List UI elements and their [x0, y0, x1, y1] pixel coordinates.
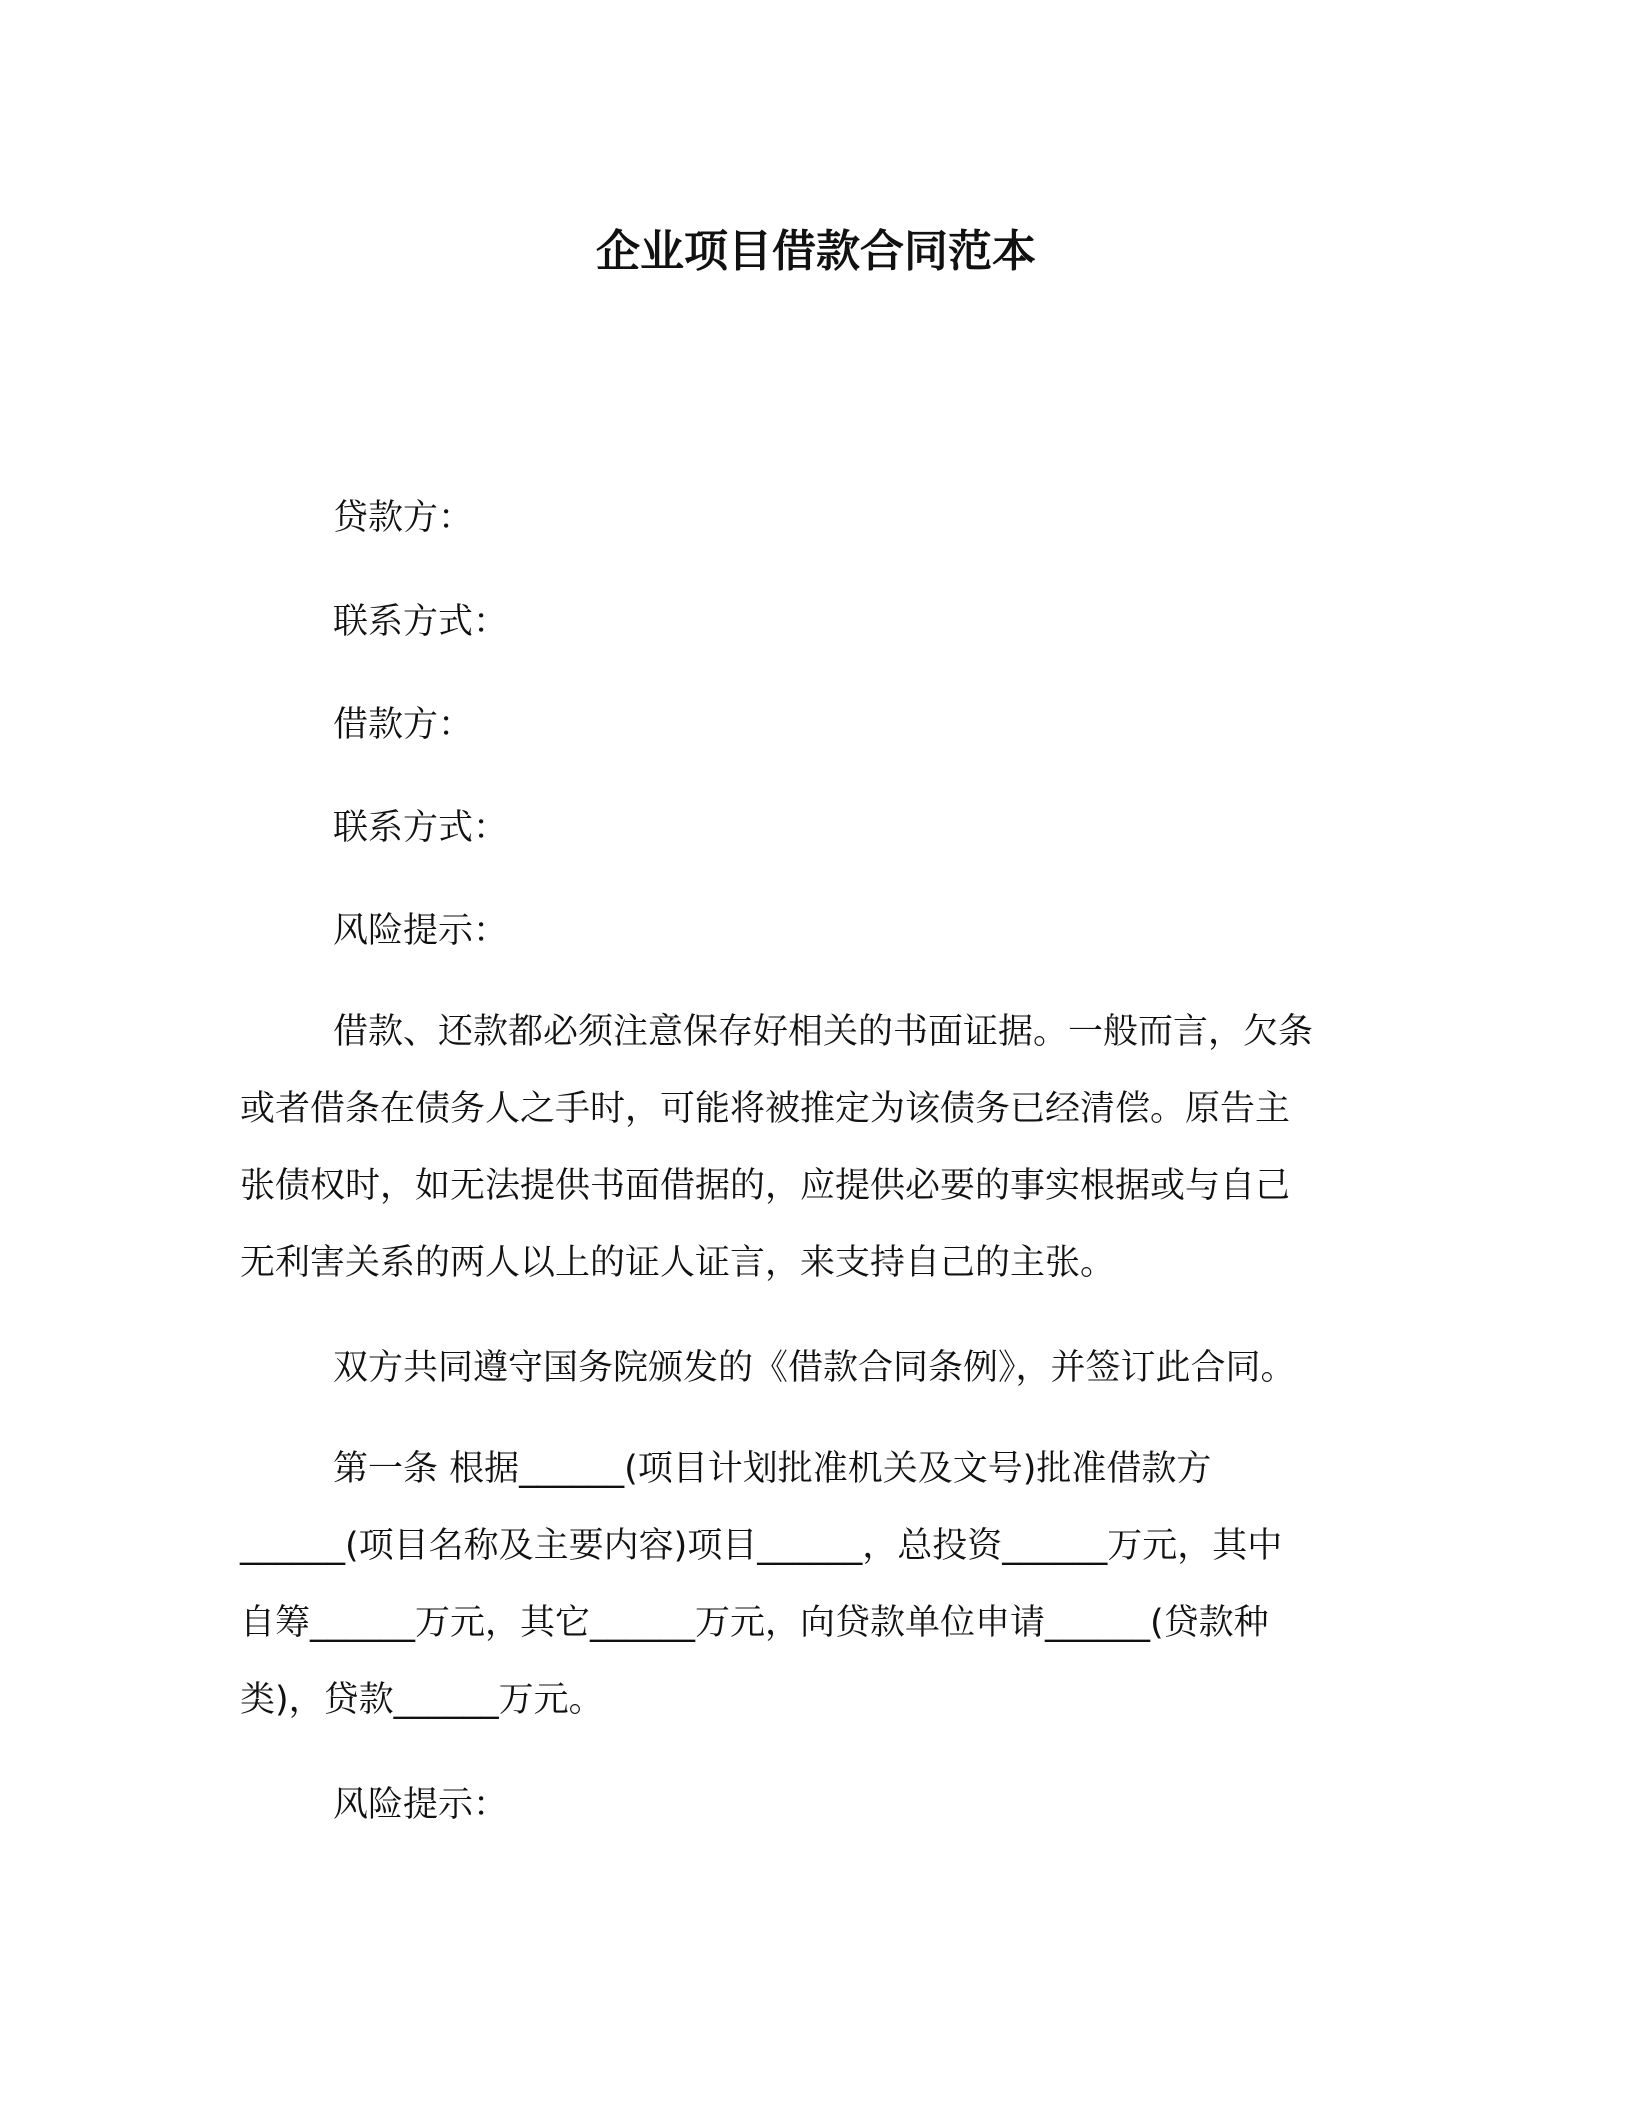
paragraph-line: 自筹______万元，其它______万元，向贷款单位申请______(贷款种 [240, 1603, 1269, 1643]
article-1-paragraph [240, 1431, 1380, 1739]
paragraph-line: 第一条 根据______(项目计划批准机关及文号)批准借款方 [333, 1449, 1212, 1489]
lender-field-label: 贷款方： [333, 498, 474, 538]
paragraph-line: 类)，贷款______万元。 [240, 1680, 604, 1720]
paragraph-line: 张债权时，如无法提供书面借据的，应提供必要的事实根据或与自己 [240, 1166, 1291, 1206]
document-title: 企业项目借款合同范本 [596, 226, 1036, 277]
borrower-contact-label: 联系方式： [333, 808, 509, 848]
borrower-field-label: 借款方： [333, 705, 474, 745]
paragraph-line: 借款、还款都必须注意保存好相关的书面证据。一般而言，欠条 [333, 1012, 1314, 1052]
risk-tip-heading-2: 风险提示： [333, 1785, 509, 1825]
lender-contact-label: 联系方式： [333, 602, 509, 642]
paragraph-line: ______(项目名称及主要内容)项目______，总投资______万元，其中 [240, 1526, 1283, 1566]
risk-tip-heading: 风险提示： [333, 911, 509, 951]
paragraph-line: 或者借条在债务人之手时，可能将被推定为该债务已经清偿。原告主 [240, 1089, 1291, 1129]
risk-tip-paragraph [240, 994, 1380, 1302]
paragraph-line: 无利害关系的两人以上的证人证言，来支持自己的主张。 [240, 1243, 1116, 1283]
agreement-statement: 双方共同遵守国务院颁发的《借款合同条例》，并签订此合同。 [333, 1348, 1296, 1388]
